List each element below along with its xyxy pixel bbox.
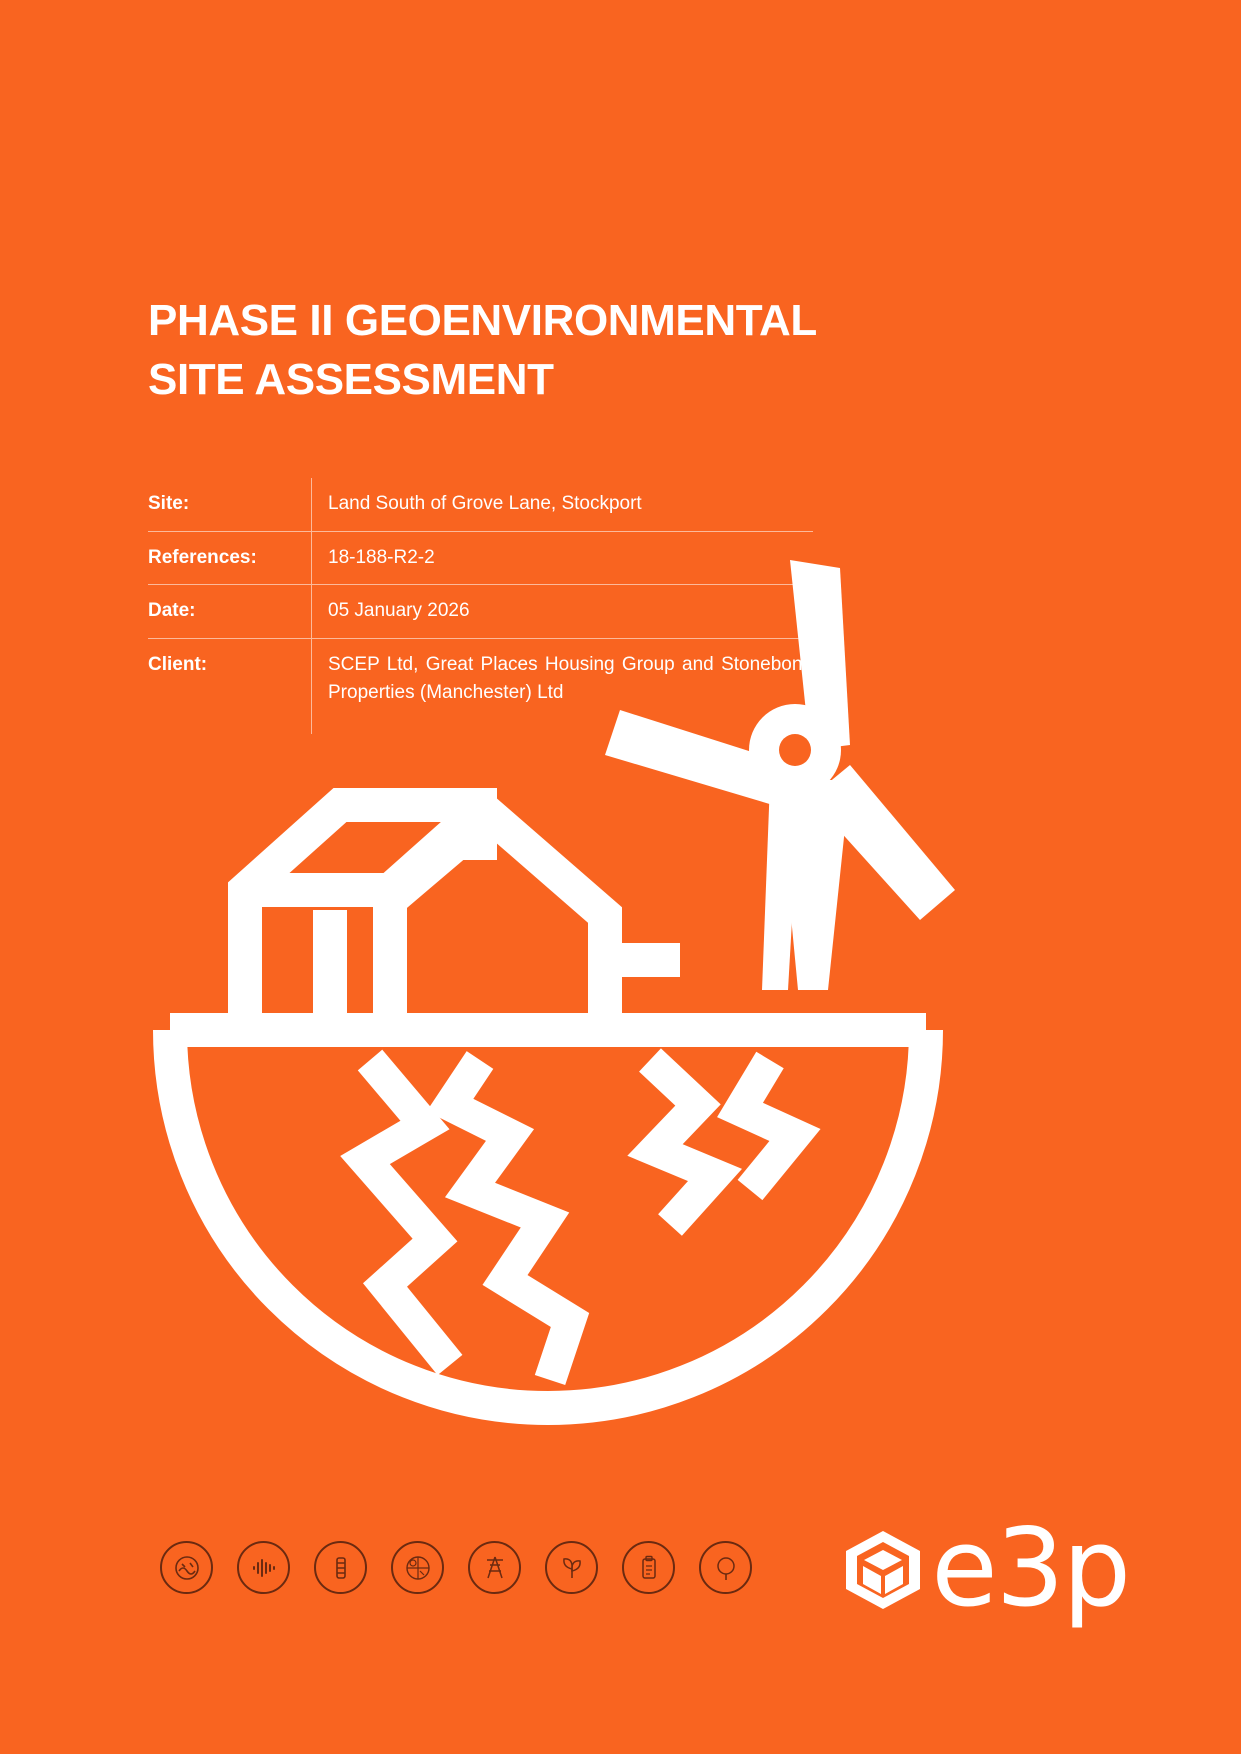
detail-value-date: 05 January 2026	[312, 585, 814, 639]
detail-label-site: Site:	[148, 493, 190, 514]
table-row	[148, 478, 813, 531]
page-title	[148, 292, 928, 409]
table-row	[148, 638, 813, 734]
title-line-2: SITE ASSESSMENT	[148, 354, 554, 404]
logo-wordmark: e3p	[931, 1506, 1129, 1632]
air-quality-icon	[391, 1541, 444, 1594]
title-line-1: PHASE II GEOENVIRONMENTAL	[148, 296, 817, 345]
service-icons-row	[160, 1541, 752, 1594]
table-row	[148, 585, 813, 639]
electromagnetic-pylon-icon	[468, 1541, 521, 1594]
ecology-leaf-icon	[545, 1541, 598, 1594]
detail-label-references: References:	[148, 546, 257, 568]
arboriculture-tree-icon	[699, 1541, 752, 1594]
table-row	[148, 531, 813, 585]
detail-value-site: Land South of Grove Lane, Stockport	[312, 478, 814, 531]
detail-value-client: SCEP Ltd, Great Places Housing Group and Stonebond Properties (Manchester) Ltd	[312, 638, 814, 734]
detail-label-client: Client:	[148, 653, 208, 675]
detail-label-date: Date:	[148, 600, 196, 621]
acoustics-icon	[237, 1541, 290, 1594]
assessment-clipboard-icon	[622, 1541, 675, 1594]
e3p-cube-logo-icon	[843, 1528, 923, 1612]
detail-value-references: 18-188-R2-2	[312, 531, 814, 585]
report-details-table	[148, 478, 813, 734]
geotechnical-borehole-icon	[314, 1541, 367, 1594]
company-logo	[843, 1506, 1129, 1632]
contaminated-land-icon	[160, 1541, 213, 1594]
